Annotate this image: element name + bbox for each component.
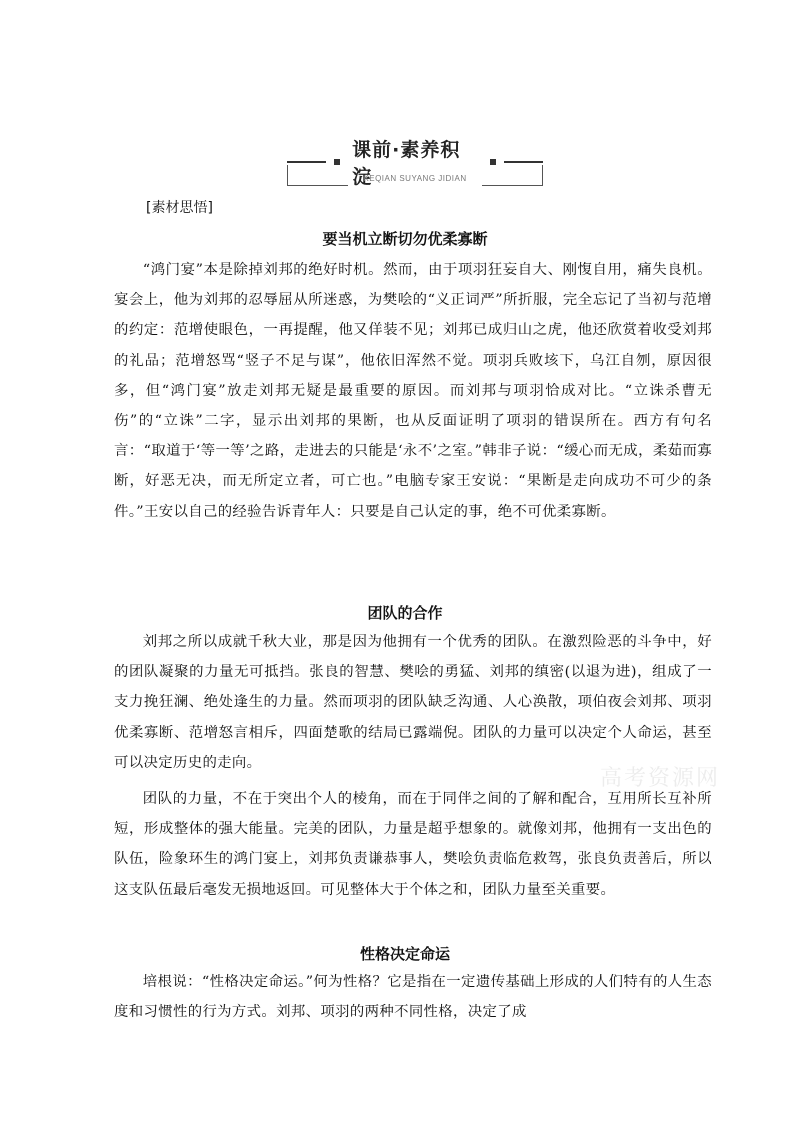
banner-square-left	[334, 159, 340, 165]
paragraph-teamwork-1: 刘邦之所以成就千秋大业，那是因为他拥有一个优秀的团队。在激烈险恶的斗争中，好的团队凝聚的力量无可抵挡。张良的智慧、樊哙的勇猛、刘邦的缜密(以退为进)，组成了一支力挽狂澜、绝处逢生的力量。然而项羽的团队缺乏沟通、人心涣散，项伯夜会刘邦、项羽优柔寡断、范增怒言相斥，四面楚歌的结局已露端倪。团队的力量可以决定个人命运，甚至可以决定历史的走向。	[114, 634, 712, 771]
banner-rule-right	[504, 161, 543, 163]
banner-subtitle: KEQIAN SUYANG JIDIAN	[363, 174, 467, 183]
banner-rule-left	[287, 161, 326, 163]
paragraph-decisive: “鸿门宴”本是除掉刘邦的绝好时机。然而，由于项羽狂妄自大、刚愎自用，痛失良机。宴会上，他为刘邦的忍辱屈从所迷惑，为樊哙的“义正词严”所折服，完全忘记了当初与范增的约定：范增使眼色，一再提醒，他又佯装不见；刘邦已成归山之虎，他还欣赏着收受刘邦的礼品；范增怒骂“竖子不足与谋”，他依旧浑然不觉。项羽兵败垓下，乌江自刎，原因很多，但“鸿门宴”放走刘邦无疑是最重要的原因。而刘邦与项羽恰成对比。“立诛杀曹无伤”的“立诛”二字，显示出刘邦的果断，也从反面证明了项羽的错误所在。西方有句名言：“取道于‘等一等’之路，走进去的只能是‘永不’之室。”韩非子说：“缓心而无成，柔茹而寡断，好恶无决，而无所定立者，可亡也。”电脑专家王安说：“果断是走向成功不可少的条件。”王安以自己的经验告诉青年人：只要是自己认定的事，绝不可优柔寡断。	[114, 262, 712, 520]
section-heading-teamwork: 团队的合作	[367, 604, 443, 622]
section-heading-character: 性格决定命运	[359, 945, 450, 963]
material-tag: [素材思悟]	[146, 200, 213, 216]
banner-title: 课前·素养积淀	[348, 135, 482, 189]
paragraph-teamwork-2: 团队的力量，不在于突出个人的棱角，而在于同伴之间的了解和配合，互用所长互补所短，形成整体的强大能量。完美的团队，力量是超乎想象的。就像刘邦，他拥有一支出色的队伍，险象环生的鸿门宴上，刘邦负责谦恭事人，樊哙负责临危救驾，张良负责善后，所以这支队伍最后毫发无损地返回。可见整体大于个体之和，团队力量至关重要。	[114, 791, 712, 898]
section-heading-decisive: 要当机立断切勿优柔寡断	[322, 230, 488, 248]
section-banner	[287, 139, 543, 188]
watermark: 高考资源网	[600, 766, 721, 791]
paragraph-character: 培根说：“性格决定命运。”何为性格？它是指在一定遗传基础上形成的人们特有的人生态度和习惯性的行为方式。刘邦、项羽的两种不同性格，决定了成	[114, 974, 712, 1021]
banner-square-right	[490, 159, 496, 165]
